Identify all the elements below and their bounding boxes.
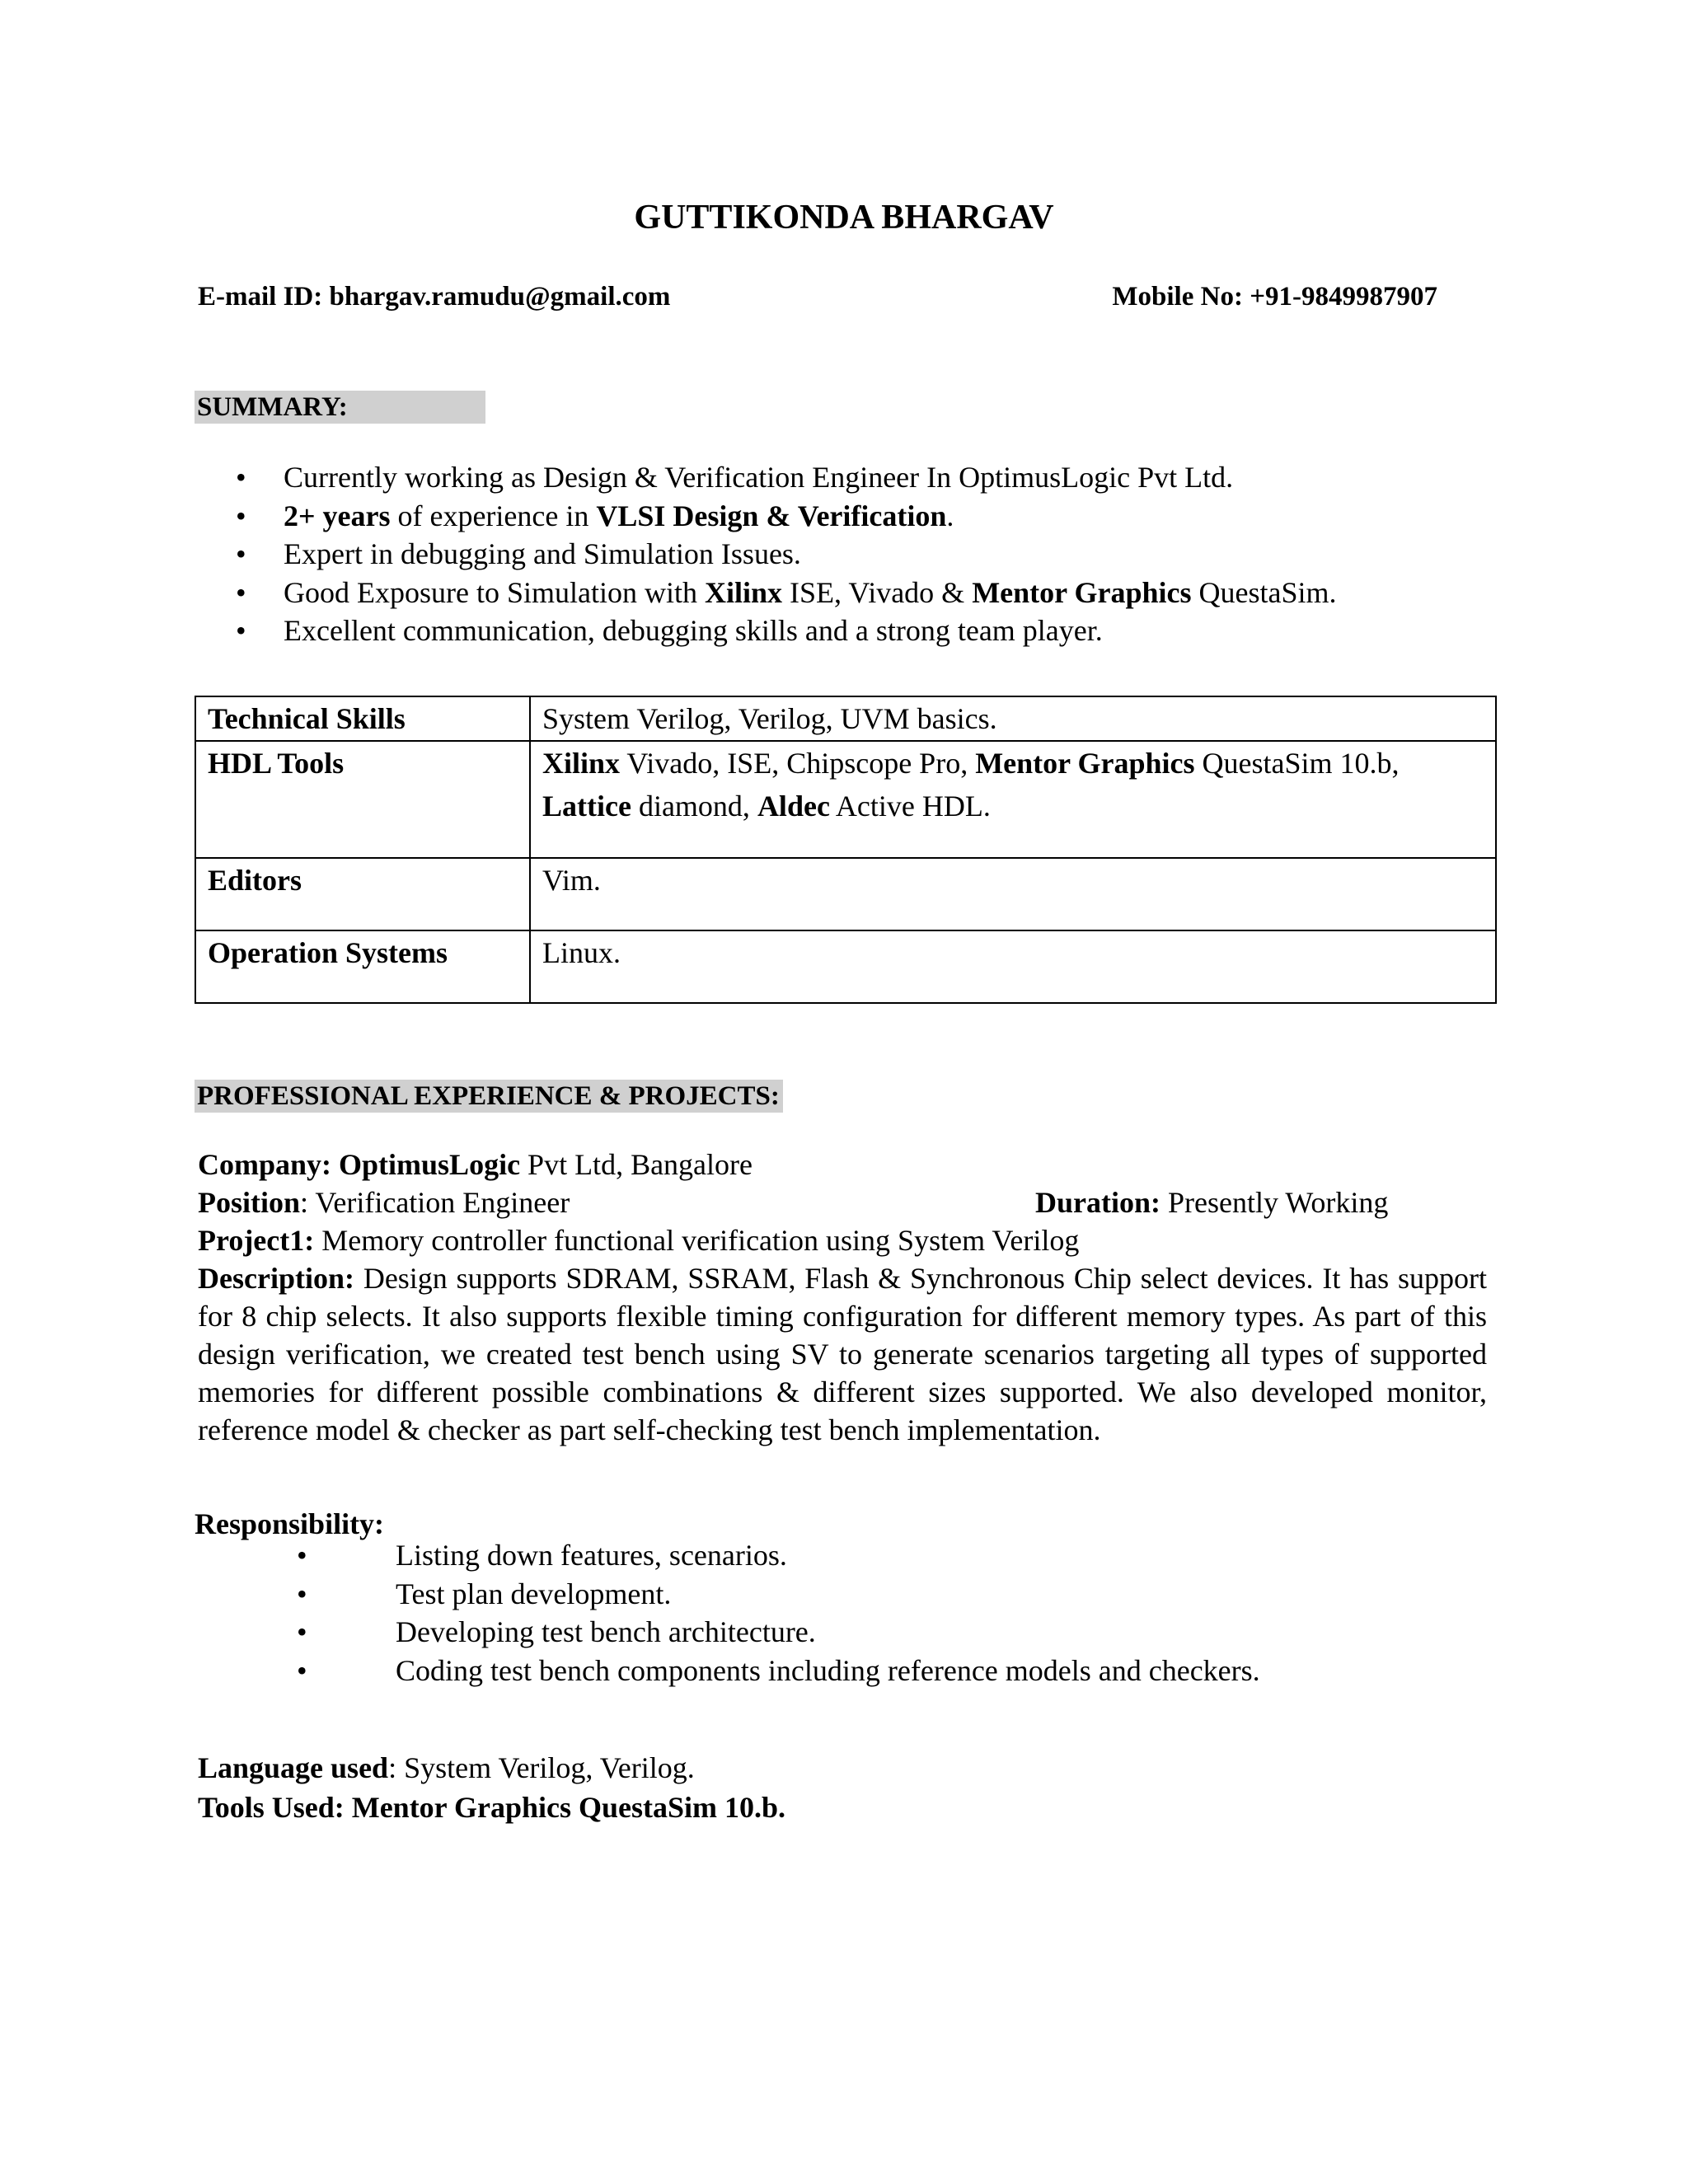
- duration-label: Duration:: [1035, 1186, 1160, 1219]
- skill-label: Operation Systems: [195, 930, 530, 1003]
- summary-item: [231, 535, 1337, 574]
- project-line: [198, 1221, 1079, 1259]
- list-item: • Test plan development.: [297, 1575, 1260, 1614]
- table-row: [195, 741, 1496, 858]
- skill-label: Editors: [195, 858, 530, 930]
- table-row: [195, 858, 1496, 930]
- list-item: • Listing down features, scenarios.: [297, 1536, 1260, 1575]
- summary-item: [231, 497, 1337, 536]
- summary-item: [231, 574, 1337, 612]
- summary-list: [231, 458, 1337, 650]
- summary-item-text: [284, 576, 1337, 609]
- text-run: diamond,: [631, 790, 757, 823]
- skill-value: [530, 858, 1496, 930]
- experience-heading: PROFESSIONAL EXPERIENCE & PROJECTS:: [195, 1080, 783, 1113]
- skill-label: Technical Skills: [195, 696, 530, 741]
- mobile-line: Mobile No: +91-9849987907: [1112, 282, 1437, 312]
- company-label: Company: OptimusLogic: [198, 1148, 521, 1181]
- summary-item-text: [284, 614, 1103, 647]
- project-label: Project1:: [198, 1224, 315, 1257]
- skill-label: HDL Tools: [195, 741, 530, 858]
- list-item: • Coding test bench components including reference models and checkers.: [297, 1652, 1260, 1690]
- tools-line: Tools Used: Mentor Graphics QuestaSim 10.b.: [198, 1791, 786, 1824]
- bold-text-run: Lattice: [542, 790, 631, 823]
- position-label: Position: [198, 1186, 301, 1219]
- text-run: Linux.: [542, 936, 621, 969]
- text-run: .: [946, 499, 954, 532]
- language-value: : System Verilog, Verilog.: [388, 1751, 695, 1784]
- candidate-name: GUTTIKONDA BHARGAV: [634, 199, 1054, 237]
- project-description: [198, 1259, 1487, 1449]
- bold-text-run: Xilinx: [542, 747, 621, 780]
- project-value: Memory controller functional verification using System Verilog: [314, 1224, 1080, 1257]
- summary-item: [231, 458, 1337, 497]
- text-run: of experience in: [390, 499, 597, 532]
- language-label: Language used: [198, 1751, 389, 1784]
- table-row: [195, 696, 1496, 741]
- list-item: • Developing test bench architecture.: [297, 1613, 1260, 1652]
- summary-item-text: [284, 461, 1233, 494]
- summary-item-text: [284, 499, 954, 532]
- responsibility-heading: Responsibility:: [195, 1507, 385, 1540]
- text-run: Excellent communication, debugging skills and a strong team player.: [284, 614, 1103, 647]
- email-line: E-mail ID: bhargav.ramudu@gmail.com: [198, 282, 671, 312]
- description-text: Design supports SDRAM, SSRAM, Flash & Synchronous Chip select devices. It has support for 8 chip selects. It also supports flexible timing configuration for different memory types. As part of this design verification, we created test bench using SV to generate scenarios targeting all types of supported memories for different possible combinations & different sizes supported. We also developed monitor, reference model & checker as part self-checking test bench implementation.: [198, 1262, 1487, 1446]
- skill-value: [530, 930, 1496, 1003]
- summary-item: [231, 612, 1337, 650]
- text-run: Good Exposure to Simulation with: [284, 575, 705, 609]
- skill-value: [530, 741, 1496, 858]
- summary-heading: SUMMARY:: [195, 391, 485, 424]
- bold-text-run: Mentor Graphics: [975, 747, 1195, 780]
- text-run: Currently working as Design & Verification Engineer In OptimusLogic Pvt Ltd.: [284, 461, 1234, 494]
- skill-value: [530, 696, 1496, 741]
- position-line: [198, 1183, 570, 1221]
- text-run: ISE, Vivado &: [782, 575, 973, 609]
- bold-text-run: Aldec: [757, 790, 830, 823]
- bold-text-run: Mentor Graphics: [972, 575, 1192, 609]
- summary-item-text: [284, 537, 801, 570]
- text-run: QuestaSim.: [1191, 575, 1337, 609]
- duration-line: [1035, 1183, 1388, 1221]
- bold-text-run: Xilinx: [704, 575, 783, 609]
- company-value: Pvt Ltd, Bangalore: [520, 1148, 753, 1181]
- text-run: Vim.: [542, 864, 601, 897]
- position-value: : Verification Engineer: [300, 1186, 570, 1219]
- bold-text-run: VLSI Design & Verification: [596, 499, 947, 532]
- duration-value: Presently Working: [1160, 1186, 1389, 1219]
- responsibility-list: [297, 1536, 1260, 1690]
- table-row: [195, 930, 1496, 1003]
- text-run: Vivado, ISE, Chipscope Pro,: [620, 747, 976, 780]
- language-line: [198, 1749, 695, 1787]
- text-run: System Verilog, Verilog, UVM basics.: [542, 702, 997, 735]
- bold-text-run: 2+ years: [284, 499, 391, 532]
- text-run: Active HDL.: [829, 790, 991, 823]
- description-label: Description:: [198, 1262, 354, 1295]
- text-run: Expert in debugging and Simulation Issues.: [284, 537, 801, 570]
- skills-table: [195, 696, 1497, 1004]
- company-line: [198, 1146, 753, 1183]
- text-run: QuestaSim 10.b,: [1194, 747, 1400, 780]
